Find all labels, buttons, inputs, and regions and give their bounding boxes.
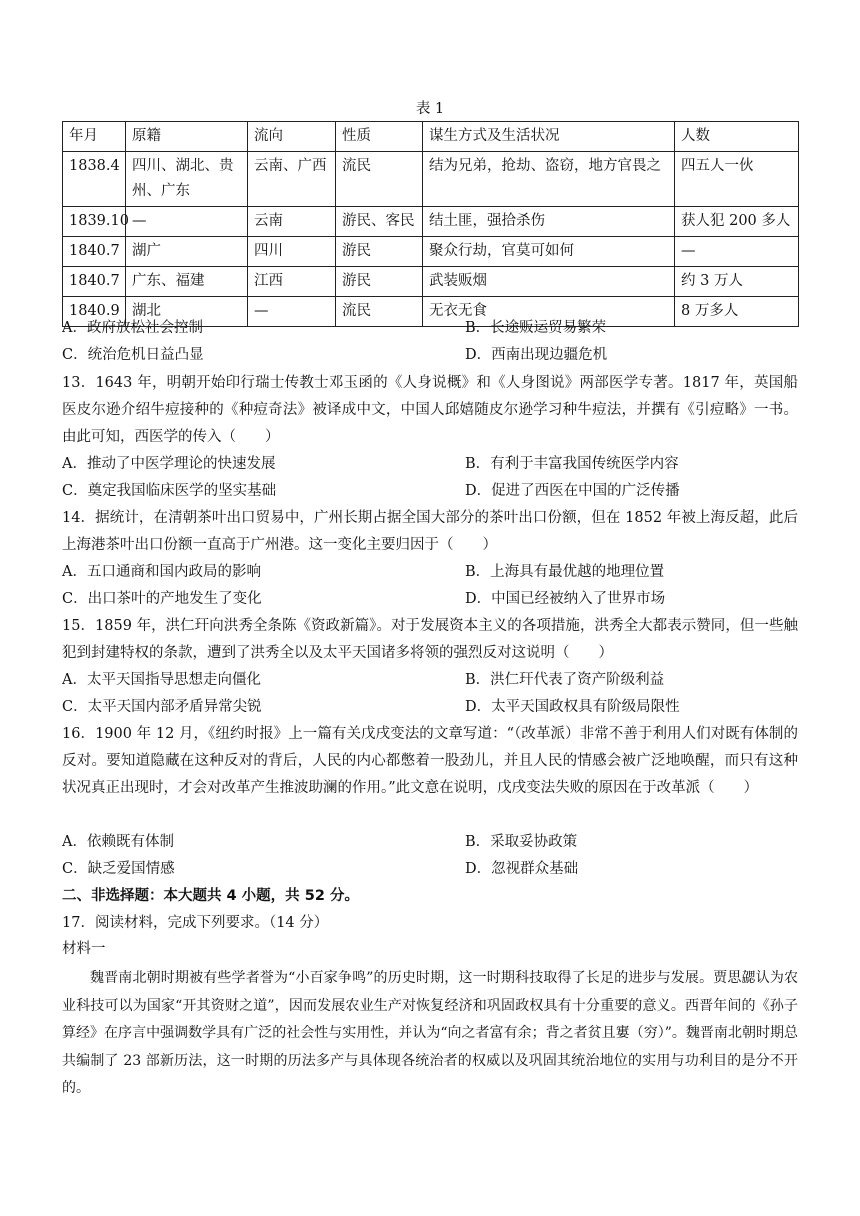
table-header-cell: 人数: [675, 122, 799, 152]
table-cell: 1840.7: [63, 237, 126, 267]
option-d: D．忽视群众基础: [465, 861, 579, 877]
table-row: [63, 207, 799, 237]
option-c: C．奠定我国临床医学的坚实基础: [62, 483, 277, 499]
table-header-cell: 性质: [336, 122, 423, 152]
table-cell: —: [248, 297, 336, 327]
table-cell: 云南、广西: [248, 152, 336, 207]
table-cell: 聚众行劫，官莫可如何: [423, 237, 675, 267]
table-row: [63, 267, 799, 297]
option-a: A．五口通商和国内政局的影响: [62, 564, 261, 580]
option-c: C．统治危机日益凸显: [62, 347, 204, 363]
q14-options-row-1: [62, 559, 798, 585]
material-label: 材料一: [62, 941, 106, 957]
option-a: A．依赖既有体制: [62, 834, 174, 850]
table-header-cell: 流向: [248, 122, 336, 152]
table-cell: 结土匪，强拾杀伤: [423, 207, 675, 237]
table-1: [62, 121, 799, 327]
option-b: B．上海具有最优越的地理位置: [465, 564, 665, 580]
q16-options-row-1: [62, 829, 798, 855]
q14-stem: 14．据统计，在清朝茶叶出口贸易中，广州长期占据全国大部分的茶叶出口份额，但在 1852 年被上海反超，此后上海港茶叶出口份额一直高于广州港。这一变化主要归因于（ ）: [62, 510, 798, 553]
option-b: B．长途贩运贸易繁荣: [465, 320, 607, 336]
table-cell: 无衣无食: [423, 297, 675, 327]
option-d: D．促进了西医在中国的广泛传播: [465, 483, 680, 499]
option-c: C．出口茶叶的产地发生了变化: [62, 591, 262, 607]
q12-options-row-2: [62, 342, 798, 368]
table-cell: —: [675, 237, 799, 267]
option-a: A．推动了中医学理论的快速发展: [62, 456, 276, 472]
q14-options-row-2: [62, 586, 798, 612]
section-title: 二、非选择题：本大题共 4 小题，共 52 分。: [62, 888, 359, 904]
option-d: D．中国已经被纳入了世界市场: [465, 591, 666, 607]
table-cell: 游民: [336, 267, 423, 297]
option-d: D．太平天国政权具有阶级局限性: [465, 699, 680, 715]
q15-options-row-1: [62, 667, 798, 693]
table-header-cell: 谋生方式及生活状况: [423, 122, 675, 152]
table-row: [63, 152, 799, 207]
table-cell: 流民: [336, 297, 423, 327]
table-cell: —: [126, 207, 248, 237]
table-cell: 流民: [336, 152, 423, 207]
q12-options-row-1: [62, 315, 798, 341]
q15-options-row-2: [62, 694, 798, 720]
q15-stem: 15．1859 年，洪仁玕向洪秀全条陈《资政新篇》。对于发展资本主义的各项措施，洪秀全大都表示赞同，但一些触犯到封建特权的条款，遭到了洪秀全以及太平天国诸多将领的强烈反对这说明（ ）: [62, 618, 798, 661]
q13-options-row-1: [62, 451, 798, 477]
q17-stem: 17．阅读材料，完成下列要求。（14 分）: [62, 915, 329, 931]
option-c: C．缺乏爱国情感: [62, 861, 175, 877]
q13-stem: 13．1643 年，明朝开始印行瑞士传教士邓玉函的《人身说概》和《人身图说》两部医学专著。1817 年，英国船医皮尔逊介绍牛痘接种的《种痘奇法》被译成中文，中国人邱嬉随皮尔逊学习种牛痘法，并撰有《引痘略》一书。由此可知，西医学的传入（ ）: [62, 375, 798, 445]
table-cell: 四川、湖北、贵州、广东: [126, 152, 248, 207]
table-cell: 广东、福建: [126, 267, 248, 297]
table-cell: 获人犯 200 多人: [675, 207, 799, 237]
table-cell: 8 万多人: [675, 297, 799, 327]
table-caption: 表 1: [415, 101, 445, 117]
table-cell: 结为兄弟，抢劫、盗窃，地方官畏之: [423, 152, 675, 207]
q16-options-row-2: [62, 856, 798, 882]
table-row: [63, 237, 799, 267]
table-cell: 1840.7: [63, 267, 126, 297]
table-cell: 云南: [248, 207, 336, 237]
option-b: B．采取妥协政策: [465, 834, 578, 850]
table-cell: 武装贩烟: [423, 267, 675, 297]
option-d: D．西南出现边疆危机: [465, 347, 608, 363]
material-text: 魏晋南北朝时期被有些学者誉为“小百家争鸣”的历史时期，这一时期科技取得了长足的进步与发展。贾思勰认为农业科技可以为国家“开其资财之道”，因而发展农业生产对恢复经济和巩固政权具有十分重要的意义。西晋年间的《孙子算经》在序言中强调数学具有广泛的社会性与实用性，并认为“向之者富有余；背之者贫且寠（穷）”。魏晋南北朝时期总共编制了 23 部新历法，这一时期的历法多产与具体现各统治者的权威以及巩固其统治地位的实用与功利目的是分不开的。: [62, 970, 798, 1096]
table-cell: 1838.4: [63, 152, 126, 207]
table-cell: 游民: [336, 237, 423, 267]
q16-stem: 16．1900 年 12 月，《纽约时报》上一篇有关戊戌变法的文章写道：“（改革派）非常不善于利用人们对既有体制的反对。要知道隐藏在这种反对的背后，人民的内心都憋着一股劲儿，并且人民的情感会被广泛地唤醒，而只有这种状况真正出现时，才会对改革产生推波助澜的作用。”此文意在说明，戊戌变法失败的原因在于改革派（ ）: [62, 726, 798, 796]
option-b: B．洪仁玕代表了资产阶级利益: [465, 672, 665, 688]
option-b: B．有利于丰富我国传统医学内容: [465, 456, 679, 472]
table-cell: 四川: [248, 237, 336, 267]
table-cell: 湖广: [126, 237, 248, 267]
table-cell: 约 3 万人: [675, 267, 799, 297]
table-cell: 1840.9: [63, 297, 126, 327]
table-cell: 1839.10: [63, 207, 126, 237]
option-a: A．太平天国指导思想走向僵化: [62, 672, 261, 688]
q13-options-row-2: [62, 478, 798, 504]
option-c: C．太平天国内部矛盾异常尖锐: [62, 699, 262, 715]
table-header-cell: 原籍: [126, 122, 248, 152]
option-a: A．政府放松社会控制: [62, 320, 203, 336]
table-cell: 游民、客民: [336, 207, 423, 237]
table-cell: 湖北: [126, 297, 248, 327]
table-cell: 江西: [248, 267, 336, 297]
table-cell: 四五人一伙: [675, 152, 799, 207]
table-header-cell: 年月: [63, 122, 126, 152]
table-header-row: [63, 122, 799, 152]
